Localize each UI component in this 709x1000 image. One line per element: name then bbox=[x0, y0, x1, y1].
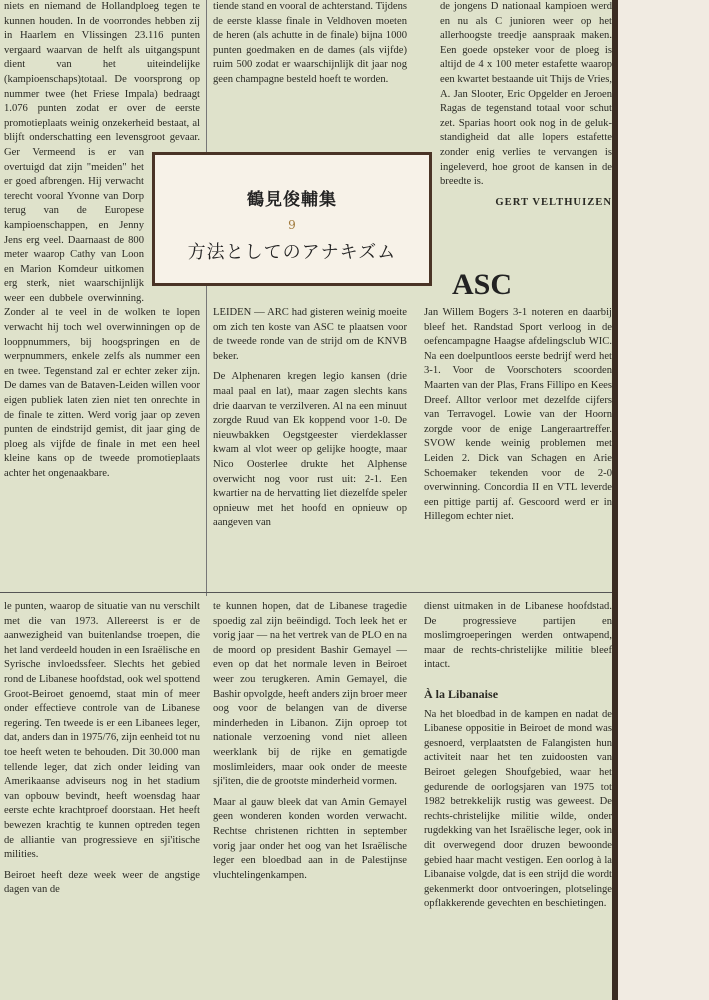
news-text: LEIDEN — ARC had gisteren weinig moeite om zich ten koste van ASC te plaatsen voor de tweede ronde van de strijd om de KNVB beker. bbox=[213, 307, 407, 362]
byline: GERT VELTHUIZEN bbox=[495, 196, 612, 208]
news-text: De Alphenaren kregen legio kansen (drie maal paal en lat), maar zagen slechts kans drie daarvan te verzilveren. Al na een minuut zorgde Ruud van Ek koppend voor 1-0. De nieuwbakken Oegstgeester vierdeklasser kwam al vlot weer op gelijke hoogte, maar Nico Oosterlee drukte het Alphense overwicht nog voor rust uit: 2-1. Een kwartier na de hervatting liet diezelfde speler opnieuw met het hoofd en opnieuw op aangeven van bbox=[213, 371, 407, 529]
news-column-3-mid bbox=[424, 306, 612, 590]
news-text: Beiroet heeft deze week weer de angstige dagen van de bbox=[4, 869, 200, 896]
news-text: niets en niemand de Hollandploeg tegen te kunnen houden. In de voorrondes hebben zij in Haarlem en Vlissingen 23.116 punten vergaard waarvan de helft als uitgangspunt dient van het uiteindelijke (kampioenschaps)totaal. De voorsprong op nummer twee (het Friese Impala) bedraagt 1.076 punten zodat er over de eerste promotieplaats weinig onzekerheid bestaat, al blijft onderschatting een levensgroot gevaar. Ger Vermeend is er van overtuigd dat zijn "meiden" het er goed afbrengen. Hij verwacht terecht vooral Yvonne van Dorp terug van de Europese kampioenschappen, en Jenny Jens erg veel. Daarnaast de 800 meter waarop Cathy van Loon en Marion Komdeur uitkomen erg sterk, niet waarschijnlijk weer een dubbele overwinning. Zonder al te veel in de wolken te lopen verwacht hij toch wel overwinningen op de looppnummers, bij hoogspringen en de werpnummers, enkele zelfs als nummer een en twee. Tegenstand zal er echter zeker zijn. De dames van de Bataven-Leiden willen voor eigen publiek laten zien niet ten onrechte in de finale te zitten. Werd vorig jaar op zeven punten de eindstrijd gemist, dit jaar ging de ploeg als vijfde de finale in met een heel kleine kans op de tweede promotieplaats achter het ongenaakbare. bbox=[4, 1, 200, 479]
section-divider bbox=[0, 592, 612, 593]
title-label bbox=[152, 152, 432, 286]
volume-number: 9 bbox=[288, 218, 296, 232]
news-text: tiende stand en vooral de achterstand. Tijdens de eerste klasse finale in Veldhoven moeten de heren (als achutte in de finale) bijna 1000 punten goedmaken en de dames (als vijfde) ruim 500 zodat er waarschijnlijk dit jaar nog geen champagne besteld hoeft te worden. bbox=[213, 1, 407, 85]
news-text: Maar al gauw bleek dat van Amin Gemayel geen wonderen konden worden verwacht. Rechtse christenen richtten in september vorig jaar onder het oog van het Israëlische leger een bloedbad aan in de Palestijnse vluchtelingenkampen. bbox=[213, 796, 407, 881]
series-title: 鶴見俊輔集 bbox=[247, 190, 337, 210]
news-column-2-mid bbox=[213, 306, 407, 590]
book-title: 方法としてのアナキズム bbox=[187, 242, 397, 263]
news-column-2-top bbox=[213, 0, 407, 146]
news-column-2-bottom bbox=[213, 600, 407, 1000]
news-column-1-bottom bbox=[4, 600, 200, 1000]
news-text: dienst uitmaken in de Libanese hoofdstad. De progressieve partijen en moslimgroeperingen werden ontwapend, maar de rechts-christelijke militie bleef intact. bbox=[424, 601, 612, 671]
news-subheading: À la Libanaise bbox=[424, 686, 499, 701]
news-column-3-top bbox=[440, 0, 612, 260]
column-divider bbox=[206, 0, 207, 596]
news-column-1-top bbox=[4, 0, 200, 590]
news-text: te kunnen hopen, dat de Libanese tragedie spoedig zal zijn beëindigd. Toch leek het er vorig jaar — na het vertrek van de PLO en na de moord op president Bashir Gemayel — even op dat het normale leven in Beiroet weer zou terugkeren. Amin Gemayel, die Bashir opvolgde, heeft anders zijn broer meer oog voor de belangen van de diverse minderheden in Libanon. Zijn oproep tot nationale verzoening vond niet alleen weerklank bij de rijke en gematigde moslimleiders, maar ook onder de meeste sji'iten, die de grootste minderheid vormen. bbox=[213, 601, 407, 788]
news-text: le punten, waarop de situatie van nu verschilt met die van 1973. Allereerst is er de aanwezigheid van buitenlandse troepen, die het land verdeeld houden in een Israëlische en Syrische invloedssfeer. Slechts het gebied rond de Libanese hoofdstad, ook wel spottend Groot-Beiroet genoemd, staat min of meer onder effectieve controle van de Libanese regering. Ten tweede is er een Libanees leger, dat, anders dan in 1975/76, zijn eenheid tot nu toe heeft weten te behouden. Dit 30.000 man tellende leger, dat zich onder leiding van Amerikaanse adviseurs nog in het stadium van opbouw bevindt, heeft woensdag haar eerste echte krachtproef doorstaan. Het heeft bewezen krachtig te kunnen optreden tegen de alliantie van progressieve en sji'itische milities. bbox=[4, 601, 200, 861]
news-text: de jongens D nationaal kampioen werd en nu als C junioren weer op het allerhoogste treedje aanspraak maken. Een goede opsteker voor de ploeg is altijd de 4 x 100 meter estafette waarop een kwartet bestaande uit Thijs de Vries, A. Jan Slooter, Eric Opgelder en Jeroen Ragas de tegenstand totaal voor schut zet. Sparias hoort ook nog in de geluk-standigheid dat alle lopers estafette zonder enig verlies te vervangen is ingeleverd, hoe groot de kansen in de breedte is. bbox=[440, 1, 612, 188]
news-headline: ASC bbox=[452, 268, 513, 301]
cover-margin bbox=[618, 0, 709, 1000]
news-column-3-bottom bbox=[424, 600, 612, 1000]
news-text: Na het bloedbad in de kampen en nadat de Libanese oppositie in Beiroet de mond was gesnoerd, verplaatsten de Falangisten hun activiteit naar het ten zuidoosten van Beiroet gelegen Shoufgebied, waar het gedurende de oorlogsjaren van 1975 tot 1982 betrekkelijk rustig was geweest. De rechts-christelijke militie wilde, onder rugdekking van het Israëlische leger, ook in dit overwegend door druzen bewoonde gebied haar macht vestigen. Een oorlog à la Libanaise volgde, dat is een strijd die wordt gekenmerkt door ontvoeringen, plotselinge opflakkerende gevechten en beschietingen. bbox=[424, 708, 612, 910]
news-text: Jan Willem Bogers 3-1 noteren en daarbij bleef het. Randstad Sport verloog in de oefencampagne Haagse afdelingsclub WIC. Na een doelpuntloos eerste bedrijf werd het 3-1. Voor de Voorschoters scoorden Maarten van der Plas, Frans Fillipo en Kees Dreef. Alltor verloor met dezelfde cijfers van Terravogel. Lowie van der Hoorn zorgde voor de enige Langeraartreffer. SVOW kende weinig problemen met Leiden 2. Dick van Schagen en Arie Schoemaker tekenden voor de 2-0 overwinning. Concordia II en VTL leverde een pittige partij af. Gescoord werd er in Hillegom echter niet. bbox=[424, 307, 612, 523]
